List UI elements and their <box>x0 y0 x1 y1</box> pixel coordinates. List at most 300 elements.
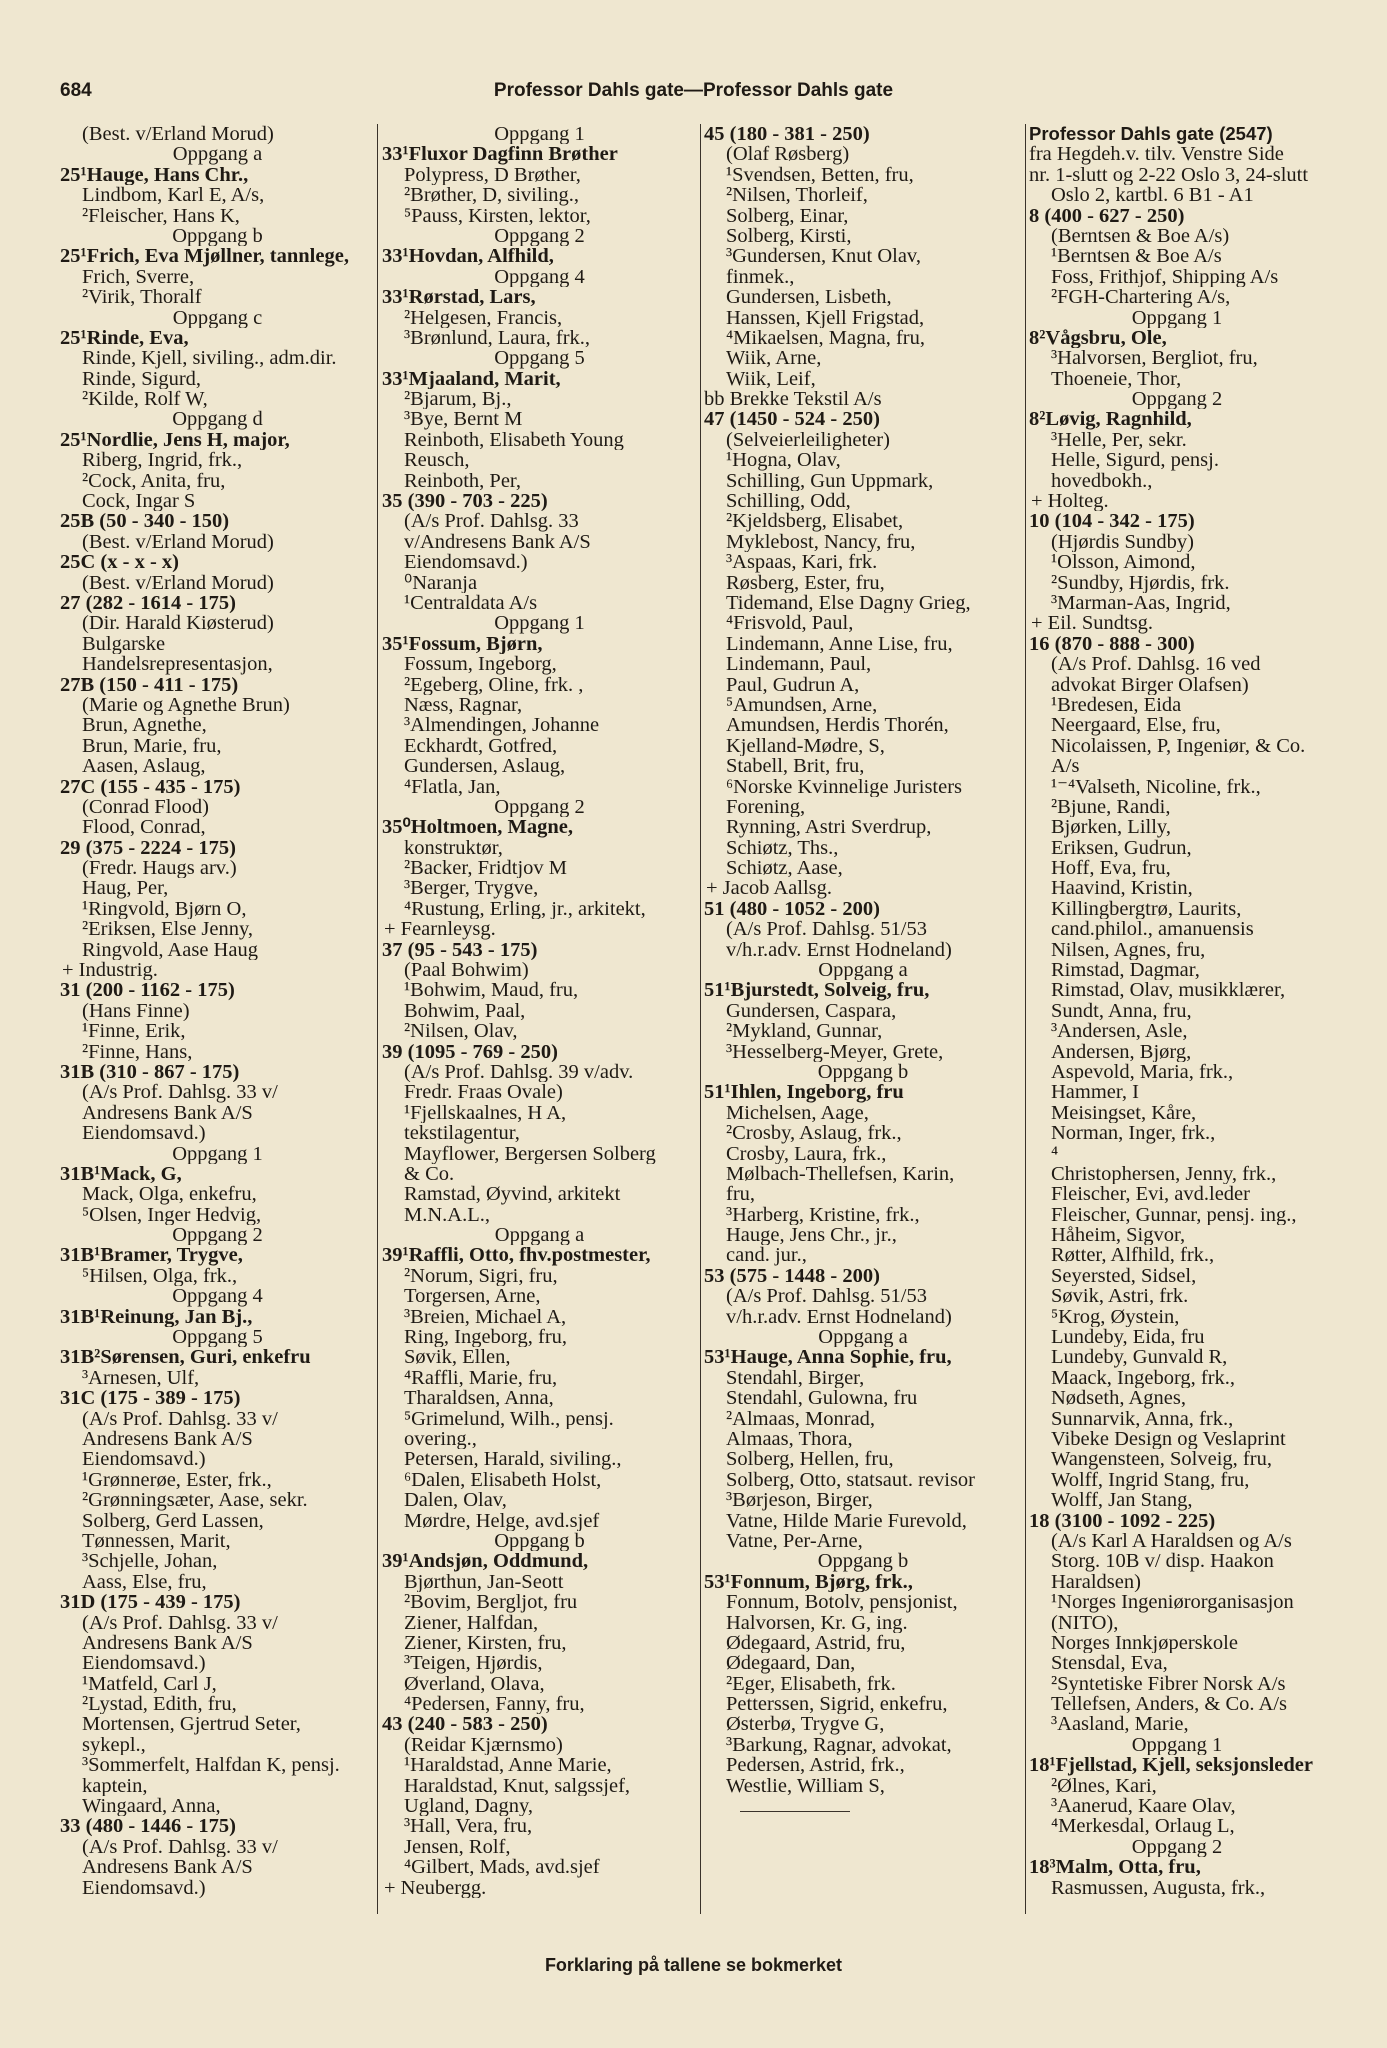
directory-entry: Helle, Sigurd, pensj. <box>1051 450 1219 471</box>
directory-entry: Nicolaissen, P, Ingeniør, & Co. <box>1051 735 1306 757</box>
directory-entry: ²Brøther, D, siviling., <box>404 185 580 206</box>
directory-entry: 31B (310 - 867 - 175) <box>60 1061 240 1083</box>
page-number: 684 <box>60 80 92 101</box>
directory-entry: Oslo 2, kartbl. 6 B1 - A1 <box>1051 185 1254 206</box>
directory-entry: Riberg, Ingrid, frk., <box>82 450 243 471</box>
directory-entry: ²Egeberg, Oline, frk. , <box>404 674 584 695</box>
directory-entry: ⁶Dalen, Elisabeth Holst, <box>404 1469 602 1491</box>
directory-entry: 33 (480 - 1446 - 175) <box>60 1816 236 1837</box>
directory-entry: Frich, Sverre, <box>82 266 195 288</box>
directory-entry: Reusch, <box>404 450 470 471</box>
directory-entry: (Dir. Harald Kiøsterud) <box>82 613 274 634</box>
directory-entry: Oppgang 1 <box>1131 307 1223 328</box>
directory-entry: ¹Olsson, Aimond, <box>1051 552 1196 573</box>
directory-entry: bb Brekke Tekstil A/s <box>704 389 882 410</box>
directory-entry: ²Bovim, Bergljot, fru <box>404 1592 578 1613</box>
directory-entry: ⁵Krog, Øystein, <box>1051 1306 1180 1328</box>
directory-entry: Nødseth, Agnes, <box>1051 1388 1186 1409</box>
directory-entry: 31B¹Bramer, Trygve, <box>60 1245 243 1266</box>
directory-entry: Petterssen, Sigrid, enkefru, <box>726 1694 948 1715</box>
directory-entry: Schilling, Odd, <box>726 491 851 512</box>
directory-entry: 8 (400 - 627 - 250) <box>1029 205 1185 226</box>
directory-entry: Reinboth, Elisabeth Young <box>404 429 624 451</box>
directory-entry: (A/s Prof. Dahlsg. 33 v/ <box>82 1082 278 1103</box>
directory-entry: Seyersted, Sidsel, <box>1051 1265 1197 1287</box>
directory-entry: ¹Bohwim, Maud, fru, <box>404 980 579 1001</box>
column-divider <box>377 124 378 1914</box>
directory-entry: Dalen, Olav, <box>404 1490 507 1511</box>
directory-entry: Bjørthun, Jan-Seott <box>404 1571 564 1593</box>
directory-entry: Eiendomsavd.) <box>82 1877 206 1898</box>
directory-entry: Eriksen, Gudrun, <box>1051 837 1192 859</box>
directory-column-1 <box>60 124 375 1924</box>
directory-entry: 31 (200 - 1162 - 175) <box>60 980 235 1001</box>
directory-entry: ⁵Hilsen, Olga, frk., <box>82 1265 238 1287</box>
directory-entry: Oppgang a <box>818 960 908 981</box>
directory-entry: ³Bye, Bernt M <box>404 409 523 430</box>
directory-entry: 18 (3100 - 1092 - 225) <box>1029 1510 1216 1531</box>
section-end-rule <box>740 1811 850 1812</box>
directory-entry: Oppgang 2 <box>494 796 585 818</box>
directory-entry: 51 (480 - 1052 - 200) <box>704 898 880 920</box>
directory-entry: Andresens Bank A/S <box>82 1857 253 1878</box>
directory-entry: Ringvold, Aase Haug <box>82 939 258 961</box>
directory-entry: ¹Berntsen & Boe A/s <box>1051 246 1222 267</box>
directory-entry: (Best. v/Erland Morud) <box>82 531 274 553</box>
directory-entry: 33¹Hovdan, Alfhild, <box>382 246 554 267</box>
directory-entry: Ramstad, Øyvind, arkitekt <box>404 1184 621 1205</box>
directory-entry: ²Grønningsæter, Aase, sekr. <box>82 1490 308 1511</box>
directory-entry: (A/s Prof. Dahlsg. 33 v/ <box>82 1836 278 1858</box>
directory-entry: ³Halvorsen, Bergliot, fru, <box>1051 348 1258 369</box>
directory-entry: Andresens Bank A/S <box>82 1102 253 1124</box>
directory-entry: ³Aspaas, Kari, frk. <box>726 552 878 573</box>
directory-entry: Oppgang d <box>172 409 263 430</box>
column-divider <box>700 124 701 1914</box>
directory-entry: Lundeby, Eida, fru <box>1051 1327 1205 1348</box>
directory-entry: (Paal Bohwim) <box>404 960 529 981</box>
directory-entry: (Reidar Kjærnsmo) <box>404 1734 563 1756</box>
directory-entry: ³Helle, Per, sekr. <box>1051 429 1187 451</box>
directory-entry: Fredr. Fraas Ovale) <box>404 1082 563 1103</box>
directory-entry: Ziener, Kirsten, fru, <box>404 1632 567 1654</box>
directory-entry: Wolff, Ingrid Stang, fru, <box>1051 1469 1250 1491</box>
directory-entry: ²Sundby, Hjørdis, frk. <box>1051 572 1230 593</box>
directory-entry: Oppgang a <box>494 1225 585 1246</box>
directory-entry: Rinde, Sigurd, <box>82 368 202 390</box>
directory-entry: Fonnum, Botolv, pensjonist, <box>726 1592 958 1613</box>
directory-entry: Haug, Per, <box>82 878 169 899</box>
directory-column-2 <box>382 124 697 1924</box>
directory-entry: Bjørken, Lilly, <box>1051 817 1171 838</box>
directory-entry: Almaas, Thora, <box>726 1429 853 1450</box>
directory-entry: Andresens Bank A/S <box>82 1429 253 1450</box>
directory-entry: 31B¹Reinung, Jan Bj., <box>60 1306 253 1328</box>
directory-entry: ¹Fjellskaalnes, H A, <box>404 1102 567 1124</box>
directory-entry: Kjelland-Mødre, S, <box>726 735 885 757</box>
directory-entry: 25C (x - x - x) <box>60 552 179 573</box>
directory-entry: Oppgang 5 <box>494 348 585 369</box>
directory-entry: Haraldstad, Knut, salgssjef, <box>404 1775 631 1797</box>
directory-entry: 31B²Sørensen, Guri, enkefru <box>60 1347 311 1368</box>
directory-entry: (Conrad Flood) <box>82 796 209 818</box>
directory-entry: konstruktør, <box>404 837 503 859</box>
directory-entry: Sundt, Anna, fru, <box>1051 1000 1192 1022</box>
directory-entry: Oppgang a <box>172 144 263 165</box>
directory-entry: Halvorsen, Kr. G, ing. <box>726 1612 908 1633</box>
directory-entry: hovedbokh., <box>1051 470 1153 492</box>
directory-entry: Øverland, Olava, <box>404 1673 545 1695</box>
directory-entry: ²FGH-Chartering A/s, <box>1051 287 1231 308</box>
directory-entry: ⁴ <box>1051 1143 1059 1164</box>
directory-entry: ⁴Mikaelsen, Magna, fru, <box>726 327 925 349</box>
directory-entry: Oppgang b <box>817 1061 909 1083</box>
directory-entry: 53¹Hauge, Anna Sophie, fru, <box>704 1347 952 1368</box>
directory-entry: ⁰Naranja <box>404 572 478 593</box>
directory-entry: Amundsen, Herdis Thorén, <box>726 715 949 736</box>
directory-entry: Mølbach-Thellefsen, Karin, <box>726 1163 955 1185</box>
directory-entry: ⁵Olsen, Inger Hedvig, <box>82 1204 262 1226</box>
directory-entry: Eiendomsavd.) <box>82 1653 206 1674</box>
directory-entry: 27 (282 - 1614 - 175) <box>60 592 236 614</box>
directory-entry: + Jacob Aallsg. <box>706 878 833 899</box>
directory-entry: 53¹Fonnum, Bjørg, frk., <box>704 1571 913 1593</box>
directory-entry: (A/s Prof. Dahlsg. 16 ved <box>1051 654 1261 675</box>
directory-entry: Solberg, Einar, <box>726 205 849 226</box>
directory-entry: (Best. v/Erland Morud) <box>82 124 274 145</box>
directory-entry: ²Syntetiske Fibrer Norsk A/s <box>1051 1673 1286 1695</box>
directory-entry: ²Fleischer, Hans K, <box>82 205 240 226</box>
directory-entry: + Fearnleysg. <box>384 919 496 940</box>
directory-entry: Wiik, Arne, <box>726 348 822 369</box>
directory-entry: (Marie og Agnethe Brun) <box>82 694 290 716</box>
directory-entry: 8²Løvig, Ragnhild, <box>1029 409 1192 430</box>
directory-entry: Andersen, Bjørg, <box>1051 1041 1192 1062</box>
directory-entry: ³Aanerud, Kaare Olav, <box>1051 1796 1236 1817</box>
directory-entry: ³Almendingen, Johanne <box>404 715 600 736</box>
directory-entry: Solberg, Gerd Lassen, <box>82 1510 264 1531</box>
directory-entry: ³Hesselberg-Meyer, Grete, <box>726 1041 944 1062</box>
directory-entry: (A/s Prof. Dahlsg. 33 v/ <box>82 1612 278 1633</box>
directory-entry: Oppgang b <box>817 1551 909 1572</box>
directory-entry: Tønnessen, Marit, <box>82 1530 231 1552</box>
directory-entry: fru, <box>726 1184 756 1205</box>
directory-entry: ³Barkung, Ragnar, advokat, <box>726 1734 952 1756</box>
directory-entry: ⁴Frisvold, Paul, <box>726 613 854 634</box>
directory-entry: 39¹Andsjøn, Oddmund, <box>382 1551 589 1572</box>
directory-entry: Gundersen, Aslaug, <box>404 756 566 777</box>
directory-entry: Solberg, Hellen, fru, <box>726 1449 894 1470</box>
directory-entry: ³Arnesen, Ulf, <box>82 1367 200 1389</box>
directory-entry: ⁴Merkesdal, Orlaug L, <box>1051 1816 1235 1837</box>
directory-entry: ³Brønlund, Laura, frk., <box>404 327 591 349</box>
directory-entry: v/h.r.adv. Ernst Hodneland) <box>726 939 952 961</box>
directory-entry: Lindbom, Karl E, A/s, <box>82 185 265 206</box>
column-divider <box>1025 124 1026 1914</box>
directory-entry: cand.philol., amanuensis <box>1051 919 1254 940</box>
directory-entry: Rimstad, Dagmar, <box>1051 960 1200 981</box>
directory-entry: Forening, <box>726 796 806 818</box>
directory-entry: Michelsen, Aage, <box>726 1102 869 1124</box>
directory-entry: Mack, Olga, enkefru, <box>82 1184 257 1205</box>
directory-entry: Handelsrepresentasjon, <box>82 654 273 675</box>
directory-entry: Polypress, D Brøther, <box>404 164 581 186</box>
directory-entry: ²Norum, Sigri, fru, <box>404 1265 558 1287</box>
directory-column-3 <box>704 124 1022 1924</box>
directory-entry: ²Nilsen, Olav, <box>404 1021 518 1042</box>
directory-entry: tekstilagentur, <box>404 1123 520 1144</box>
directory-entry: Bulgarske <box>82 633 166 655</box>
directory-entry: Petersen, Harald, siviling., <box>404 1449 622 1470</box>
directory-entry: ²Backer, Fridtjov M <box>404 858 568 879</box>
directory-entry: + Eil. Sundtsg. <box>1031 613 1154 634</box>
directory-entry: ¹Svendsen, Betten, fru, <box>726 164 914 186</box>
directory-entry: 31C (175 - 389 - 175) <box>60 1388 241 1409</box>
directory-entry: Stensdal, Eva, <box>1051 1653 1168 1674</box>
directory-entry: 25¹Frich, Eva Mjøllner, tannlege, <box>60 246 349 267</box>
directory-entry: Stabell, Brit, fru, <box>726 756 865 777</box>
directory-entry: 25B (50 - 340 - 150) <box>60 511 230 532</box>
directory-entry: 39¹Raffli, Otto, fhv.postmester, <box>382 1245 651 1266</box>
directory-entry: ²Kjeldsberg, Elisabet, <box>726 511 904 532</box>
directory-entry: Hoff, Eva, fru, <box>1051 858 1171 879</box>
directory-entry: Bohwim, Paal, <box>404 1000 526 1022</box>
directory-entry: Søvik, Ellen, <box>404 1347 511 1368</box>
directory-entry: ¹Norges Ingeniørorganisasjon <box>1051 1592 1294 1613</box>
directory-entry: Wangensteen, Solveig, fru, <box>1051 1449 1272 1470</box>
directory-entry: Ziener, Halfdan, <box>404 1612 539 1633</box>
directory-entry: (A/s Prof. Dahlsg. 33 v/ <box>82 1408 278 1429</box>
directory-entry: ²Lystad, Edith, fru, <box>82 1694 237 1715</box>
directory-entry: Oppgang a <box>818 1327 908 1348</box>
directory-entry: Mortensen, Gjertrud Seter, <box>82 1714 301 1735</box>
directory-entry: 27C (155 - 435 - 175) <box>60 776 241 797</box>
directory-entry: Røsberg, Ester, fru, <box>726 572 885 593</box>
directory-entry: 53 (575 - 1448 - 200) <box>704 1265 880 1287</box>
directory-entry: v/h.r.adv. Ernst Hodneland) <box>726 1306 952 1328</box>
directory-entry: overing., <box>404 1429 477 1450</box>
directory-entry: Oppgang 2 <box>172 1225 263 1246</box>
directory-entry: ³Harberg, Kristine, frk., <box>726 1204 920 1226</box>
directory-entry: Eiendomsavd.) <box>82 1123 206 1144</box>
directory-entry: ⁴Pedersen, Fanny, fru, <box>404 1694 585 1715</box>
directory-entry: sykepl., <box>82 1734 146 1756</box>
directory-entry: Oppgang b <box>494 1530 585 1552</box>
directory-entry: (A/s Karl A Haraldsen og A/s <box>1051 1530 1292 1552</box>
directory-entry: ²Finne, Hans, <box>82 1041 193 1062</box>
directory-entry: 27B (150 - 411 - 175) <box>60 674 239 695</box>
directory-entry: ²Ølnes, Kari, <box>1051 1775 1157 1797</box>
directory-entry: Oppgang 2 <box>1131 1836 1223 1858</box>
directory-entry: ³Schjelle, Johan, <box>82 1551 218 1572</box>
directory-entry: ²Eriksen, Else Jenny, <box>82 919 254 940</box>
directory-entry: Østerbø, Trygve G, <box>726 1714 885 1735</box>
directory-entry: 16 (870 - 888 - 300) <box>1029 633 1195 655</box>
directory-entry: (A/s Prof. Dahlsg. 51/53 <box>726 919 928 940</box>
directory-entry: ³Andersen, Asle, <box>1051 1021 1188 1042</box>
directory-entry: (Selveierleiligheter) <box>726 429 890 451</box>
directory-entry: Tharaldsen, Anna, <box>404 1388 554 1409</box>
directory-entry: ⁴Rustung, Erling, jr., arkitekt, <box>404 898 646 920</box>
directory-entry: Næss, Ragnar, <box>404 694 523 716</box>
directory-entry: Wolff, Jan Stang, <box>1051 1490 1193 1511</box>
directory-entry: Reinboth, Per, <box>404 470 522 492</box>
directory-entry: Hanssen, Kjell Frigstad, <box>726 307 925 328</box>
directory-entry: M.N.A.L., <box>404 1204 490 1226</box>
directory-entry: ²Nilsen, Thorleif, <box>726 185 868 206</box>
directory-entry: (NITO), <box>1051 1612 1119 1633</box>
directory-entry: advokat Birger Olafsen) <box>1051 674 1249 695</box>
directory-entry: Fleischer, Evi, avd.leder <box>1051 1184 1250 1205</box>
directory-entry: 10 (104 - 342 - 175) <box>1029 511 1195 532</box>
directory-entry: Ødegaard, Astrid, fru, <box>726 1632 906 1654</box>
directory-entry: 35¹Fossum, Bjørn, <box>382 633 543 655</box>
directory-entry: Oppgang 2 <box>494 225 585 247</box>
directory-entry: kaptein, <box>82 1775 148 1797</box>
directory-entry: Wingaard, Anna, <box>82 1796 221 1817</box>
directory-entry: fra Hegdeh.v. tilv. Venstre Side <box>1029 144 1284 165</box>
directory-entry: ⁵Amundsen, Arne, <box>726 694 878 716</box>
directory-entry: Brun, Marie, fru, <box>82 735 222 757</box>
directory-entry: ²Virik, Thoralf <box>82 287 202 308</box>
directory-entry: Neergaard, Else, fru, <box>1051 715 1221 736</box>
directory-entry: Ugland, Dagny, <box>404 1796 534 1817</box>
directory-entry: Lindemann, Anne Lise, fru, <box>726 633 953 655</box>
directory-entry: 43 (240 - 583 - 250) <box>382 1714 548 1735</box>
directory-entry: Haavind, Kristin, <box>1051 878 1193 899</box>
directory-entry: Stendahl, Birger, <box>726 1367 865 1389</box>
directory-entry: (Fredr. Haugs arv.) <box>82 858 237 879</box>
directory-entry: (Best. v/Erland Morud) <box>82 572 274 593</box>
directory-entry: Storg. 10B v/ disp. Haakon <box>1051 1551 1274 1572</box>
directory-entry: Aasen, Aslaug, <box>82 756 206 777</box>
directory-entry: (A/s Prof. Dahlsg. 51/53 <box>726 1286 928 1307</box>
directory-entry: Norman, Inger, frk., <box>1051 1123 1216 1144</box>
directory-entry: Norges Innkjøperskole <box>1051 1632 1238 1654</box>
directory-entry: v/Andresens Bank A/S <box>404 531 591 553</box>
directory-entry: Eiendomsavd.) <box>82 1449 206 1470</box>
directory-entry: ⁵Pauss, Kirsten, lektor, <box>404 205 591 226</box>
directory-entry: ²Kilde, Rolf W, <box>82 389 208 410</box>
directory-entry: + Industrig. <box>62 960 158 981</box>
directory-entry: Mayflower, Bergersen Solberg <box>404 1143 656 1164</box>
directory-entry: Oppgang 2 <box>1131 389 1223 410</box>
directory-entry: ¹Grønnerøe, Ester, frk., <box>82 1469 272 1491</box>
directory-entry: Tidemand, Else Dagny Grieg, <box>726 592 971 614</box>
directory-entry: ²Crosby, Aslaug, frk., <box>726 1123 902 1144</box>
directory-entry: Gundersen, Lisbeth, <box>726 287 892 308</box>
directory-entry: Stendahl, Gulowna, fru <box>726 1388 918 1409</box>
directory-entry: Schiøtz, Ths., <box>726 837 839 859</box>
directory-entry: Thoeneie, Thor, <box>1051 368 1182 390</box>
directory-entry: ³Børjeson, Birger, <box>726 1490 873 1511</box>
directory-entry: Rinde, Kjell, siviling., adm.dir. <box>82 348 337 369</box>
directory-entry: Jensen, Rolf, <box>404 1836 511 1858</box>
directory-entry: ¹Hogna, Olav, <box>726 450 841 471</box>
directory-entry: & Co. <box>404 1163 455 1185</box>
directory-entry: 33¹Rørstad, Lars, <box>382 287 536 308</box>
directory-entry: 18¹Fjellstad, Kjell, seksjonsleder <box>1029 1755 1314 1776</box>
directory-entry: Flood, Conrad, <box>82 817 206 838</box>
directory-entry: Håheim, Sigvor, <box>1051 1225 1186 1246</box>
directory-entry: Rimstad, Olav, musikklærer, <box>1051 980 1286 1001</box>
directory-entry: + Holteg. <box>1031 491 1109 512</box>
directory-entry: Røtter, Alfhild, frk., <box>1051 1245 1215 1266</box>
directory-entry: Haraldsen) <box>1051 1571 1141 1593</box>
directory-entry: ³Breien, Michael A, <box>404 1306 567 1328</box>
directory-columns <box>60 124 1325 1944</box>
directory-entry: (A/s Prof. Dahlsg. 39 v/adv. <box>404 1061 634 1083</box>
directory-entry: 33¹Mjaaland, Marit, <box>382 368 561 390</box>
directory-entry: Sunnarvik, Anna, frk., <box>1051 1408 1234 1429</box>
directory-entry: Paul, Gudrun A, <box>726 674 860 695</box>
directory-entry: Lundeby, Gunvald R, <box>1051 1347 1228 1368</box>
directory-entry: 31D (175 - 439 - 175) <box>60 1592 241 1613</box>
directory-entry: Ødegaard, Dan, <box>726 1653 856 1674</box>
directory-entry: ²Bjarum, Bj., <box>404 389 512 410</box>
directory-entry: ¹⁻⁴Valseth, Nicoline, frk., <box>1051 776 1261 797</box>
directory-entry: + Neubergg. <box>384 1877 487 1898</box>
directory-entry: Maack, Ingeborg, frk., <box>1051 1367 1236 1389</box>
directory-entry: Vibeke Design og Veslaprint <box>1051 1429 1286 1450</box>
directory-entry: Cock, Ingar S <box>82 491 196 512</box>
directory-entry: Westlie, William S, <box>726 1775 885 1797</box>
directory-entry: 37 (95 - 543 - 175) <box>382 939 538 961</box>
directory-entry: Solberg, Otto, statsaut. revisor <box>726 1469 976 1491</box>
directory-entry: (Olaf Røsberg) <box>726 144 850 165</box>
directory-entry: (A/s Prof. Dahlsg. 33 <box>404 511 579 532</box>
directory-entry: ³Berger, Trygve, <box>404 878 539 899</box>
directory-entry: ⁴Raffli, Marie, fru, <box>404 1367 558 1389</box>
directory-entry: Oppgang 1 <box>1131 1734 1223 1756</box>
directory-entry: Hammer, I <box>1051 1082 1139 1103</box>
directory-entry: ³Gundersen, Knut Olav, <box>726 246 921 267</box>
directory-entry: Brun, Agnethe, <box>82 715 207 736</box>
directory-entry: Oppgang b <box>172 225 263 247</box>
directory-entry: Christophersen, Jenny, frk., <box>1051 1163 1277 1185</box>
directory-entry: 25¹Rinde, Eva, <box>60 327 189 349</box>
directory-entry: Wiik, Leif, <box>726 368 816 390</box>
directory-entry: (Hans Finne) <box>82 1000 190 1022</box>
directory-entry: (Berntsen & Boe A/s) <box>1051 225 1230 247</box>
directory-entry: ³Aasland, Marie, <box>1051 1714 1189 1735</box>
directory-entry: Vatne, Per-Arne, <box>726 1530 863 1552</box>
directory-entry: Oppgang c <box>172 307 263 328</box>
directory-entry: Rynning, Astri Sverdrup, <box>726 817 932 838</box>
directory-entry: 35⁰Holtmoen, Magne, <box>382 817 573 838</box>
footer-note: Forklaring på tallene se bokmerket <box>544 1955 843 1975</box>
directory-entry: Torgersen, Arne, <box>404 1286 541 1307</box>
directory-entry: ²Almaas, Monrad, <box>726 1408 876 1429</box>
directory-entry: ⁴Gilbert, Mads, avd.sjef <box>404 1857 600 1878</box>
directory-entry: 39 (1095 - 769 - 250) <box>382 1041 558 1062</box>
directory-entry: ²Bjune, Randi, <box>1051 796 1171 818</box>
directory-entry: Fleischer, Gunnar, pensj. ing., <box>1051 1204 1297 1226</box>
directory-entry: 25¹Hauge, Hans Chr., <box>60 164 249 186</box>
directory-entry: 47 (1450 - 524 - 250) <box>704 409 880 430</box>
directory-entry: Pedersen, Astrid, frk., <box>726 1755 905 1776</box>
directory-entry: ²Cock, Anita, fru, <box>82 470 226 492</box>
directory-entry: ⁵Grimelund, Wilh., pensj. <box>404 1408 614 1429</box>
directory-entry: 33¹Fluxor Dagfinn Brøther <box>382 144 618 165</box>
directory-entry: 25¹Nordlie, Jens H, major, <box>60 429 290 451</box>
directory-entry: Lindemann, Paul, <box>726 654 872 675</box>
directory-entry: Eiendomsavd.) <box>404 552 528 573</box>
directory-entry: Schiøtz, Aase, <box>726 858 843 879</box>
directory-entry: 45 (180 - 381 - 250) <box>704 124 870 145</box>
directory-entry: Crosby, Laura, frk., <box>726 1143 887 1164</box>
directory-entry: Oppgang 4 <box>172 1286 263 1307</box>
